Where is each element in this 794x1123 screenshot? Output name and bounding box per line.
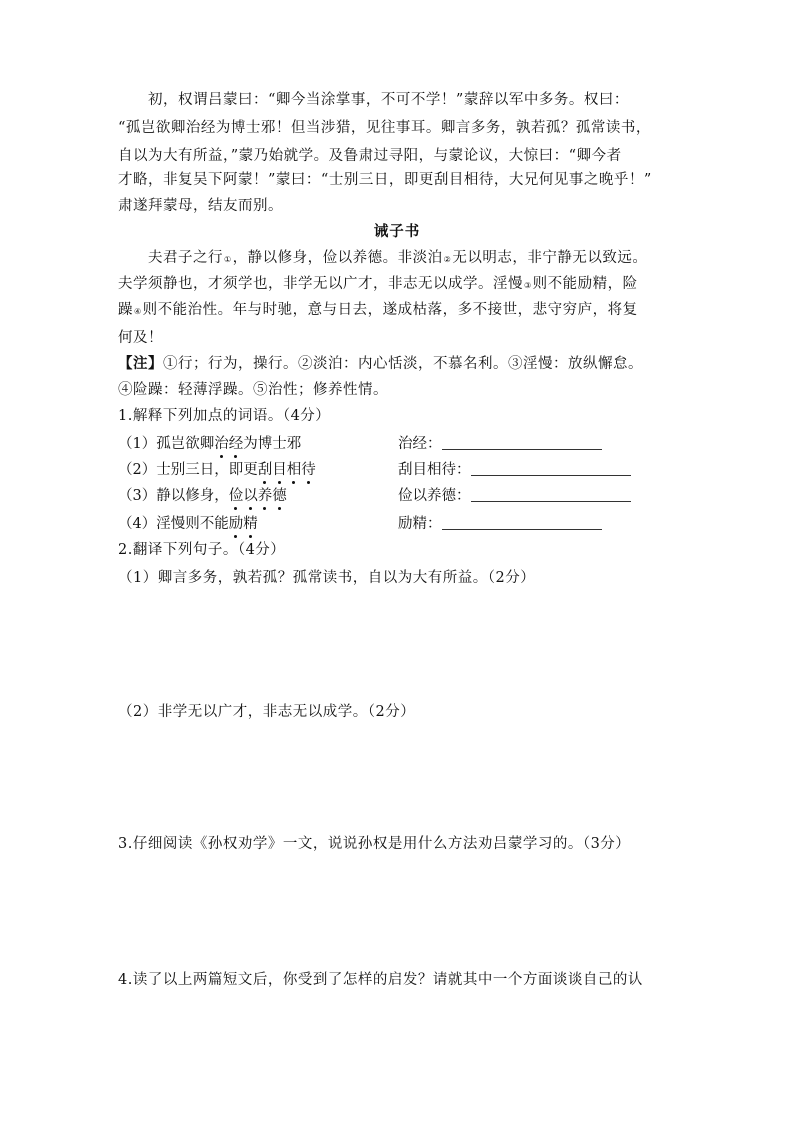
passage2-line3-b: 则不能治性。年与时驰，意与日去，遂成枯落，多不接世，悲守穷庐，将复 bbox=[142, 302, 638, 318]
passage2-line-4: 何及！ bbox=[118, 330, 163, 346]
footnote-marker-2: ② bbox=[443, 255, 452, 264]
notes-line-1 bbox=[118, 354, 678, 374]
notes-line-2: ④险躁：轻薄浮躁。⑤治性；修养性情。 bbox=[118, 382, 388, 398]
q1-item4-dotted-word bbox=[229, 516, 258, 532]
q1-item4-answer bbox=[398, 514, 602, 534]
footnote-marker-4: ④ bbox=[134, 307, 142, 316]
q1-item3-label: 俭以养德： bbox=[398, 488, 471, 504]
q1-item3-prefix: （3）静以修身， bbox=[118, 488, 229, 504]
emphasis-dot-char: 相 bbox=[286, 462, 302, 478]
notes-label: 【注】 bbox=[118, 355, 163, 372]
emphasis-dot-char: 经 bbox=[228, 436, 244, 452]
question-2-title: 2.翻译下列句子。（4分） bbox=[118, 542, 286, 558]
q1-item3-dotted-word bbox=[229, 488, 287, 504]
passage2-line1-a: 夫君子之行 bbox=[148, 250, 223, 266]
emphasis-dot-char: 目 bbox=[272, 462, 287, 478]
question-1-title: 1.解释下列加点的词语。（4分） bbox=[118, 408, 331, 424]
question-1-item-3 bbox=[118, 486, 618, 508]
q1-item3-answer-blank[interactable] bbox=[471, 487, 631, 502]
question-3-answer-area[interactable] bbox=[118, 858, 678, 958]
q1-item1-dotted-word bbox=[214, 436, 243, 452]
question-2-sub-2: （2）非学无以广才，非志无以成学。（2分） bbox=[118, 704, 416, 720]
question-1-item-1 bbox=[118, 434, 618, 456]
passage2-title: 诫子书 bbox=[373, 223, 421, 240]
q1-item1-label: 治经： bbox=[398, 436, 442, 452]
q1-item1-answer-blank[interactable] bbox=[442, 435, 602, 450]
question-1-item-4 bbox=[118, 514, 618, 536]
emphasis-dot-char: 养 bbox=[257, 488, 273, 504]
passage1-line-3: 自以为大有所益，”蒙乃始就学。及鲁肃过寻阳，与蒙论议，大惊曰：“卿今者 bbox=[118, 148, 622, 164]
emphasis-dot-char: 治 bbox=[214, 436, 229, 452]
question-2-sub-1: （1）卿言多务，孰若孤？孤常读书，自以为大有所益。（2分） bbox=[118, 570, 536, 586]
passage2-line-2 bbox=[118, 274, 678, 296]
q1-item1-answer bbox=[398, 434, 602, 454]
footnote-marker-1: ① bbox=[224, 255, 232, 264]
emphasis-dot-char: 以 bbox=[243, 488, 258, 504]
question-1-item-2 bbox=[118, 460, 618, 482]
emphasis-dot-char: 刮 bbox=[257, 462, 273, 478]
emphasis-dot-char: 励 bbox=[228, 516, 244, 532]
q1-item2-prefix: （2）士别三日，即更 bbox=[118, 462, 258, 478]
footnote-marker-3: ③ bbox=[524, 281, 532, 290]
q1-item4-prefix: （4）淫慢则不能 bbox=[118, 516, 229, 532]
passage2-line2-a: 夫学须静也，才须学也，非学无以广才，非志无以成学。淫慢 bbox=[118, 276, 523, 292]
question-3-title: 3.仔细阅读《孙权劝学》一文，说说孙权是用什么方法劝吕蒙学习的。（3分） bbox=[118, 836, 631, 852]
passage2-line-1 bbox=[118, 248, 708, 270]
q1-item3-text bbox=[118, 486, 287, 506]
passage1-line-5: 肃遂拜蒙母，结友而别。 bbox=[118, 198, 283, 214]
passage1-line-2: “孤岂欲卿治经为博士邪！但当涉猎，见往事耳。卿言多务，孰若孤？孤常读书， bbox=[118, 120, 651, 136]
q1-item4-label: 励精： bbox=[398, 516, 442, 532]
q1-item2-label: 刮目相待： bbox=[398, 462, 471, 478]
passage2-line3-a: 躁 bbox=[118, 302, 133, 318]
question-2-sub-1-answer-area[interactable] bbox=[118, 592, 678, 692]
q1-item1-suffix: 为博士邪 bbox=[243, 436, 302, 452]
passage1-line-1: 初，权谓吕蒙曰：“卿今当涂掌事，不可不学！”蒙辞以军中多务。权曰： bbox=[148, 92, 629, 108]
passage2-line-3 bbox=[118, 300, 678, 322]
q1-item2-text bbox=[118, 460, 316, 480]
emphasis-dot-char: 待 bbox=[301, 462, 316, 478]
q1-item2-dotted-word bbox=[258, 462, 316, 478]
emphasis-dot-char: 德 bbox=[272, 488, 287, 504]
q1-item1-text bbox=[118, 434, 301, 454]
q1-item2-answer-blank[interactable] bbox=[471, 461, 631, 476]
q1-item1-prefix: （1）孤岂欲卿 bbox=[118, 436, 215, 452]
q1-item4-text bbox=[118, 514, 258, 534]
question-2-sub-2-answer-area[interactable] bbox=[118, 726, 678, 826]
q1-item3-answer bbox=[398, 486, 631, 506]
emphasis-dot-char: 俭 bbox=[228, 488, 244, 504]
emphasis-dot-char: 精 bbox=[243, 516, 258, 532]
q1-item4-answer-blank[interactable] bbox=[442, 515, 602, 530]
passage2-line1-b: ，静以修身，俭以养德。非淡泊 bbox=[232, 250, 443, 266]
passage1-line-4: 才略，非复吴下阿蒙！”蒙曰：“士别三日，即更刮目相待，大兄何见事之晚乎！” bbox=[118, 172, 652, 188]
q1-item2-answer bbox=[398, 460, 631, 480]
notes-text-1: ①行；行为，操行。②淡泊：内心恬淡，不慕名利。③淫慢：放纵懈怠。 bbox=[163, 356, 643, 372]
passage2-line1-c: 无以明志，非宁静无以致远。 bbox=[452, 250, 648, 266]
question-4-title: 4.读了以上两篇短文后，你受到了怎样的启发？请就其中一个方面谈谈自己的认 bbox=[118, 972, 643, 988]
passage2-line2-b: 则不能励精，险 bbox=[532, 276, 638, 292]
